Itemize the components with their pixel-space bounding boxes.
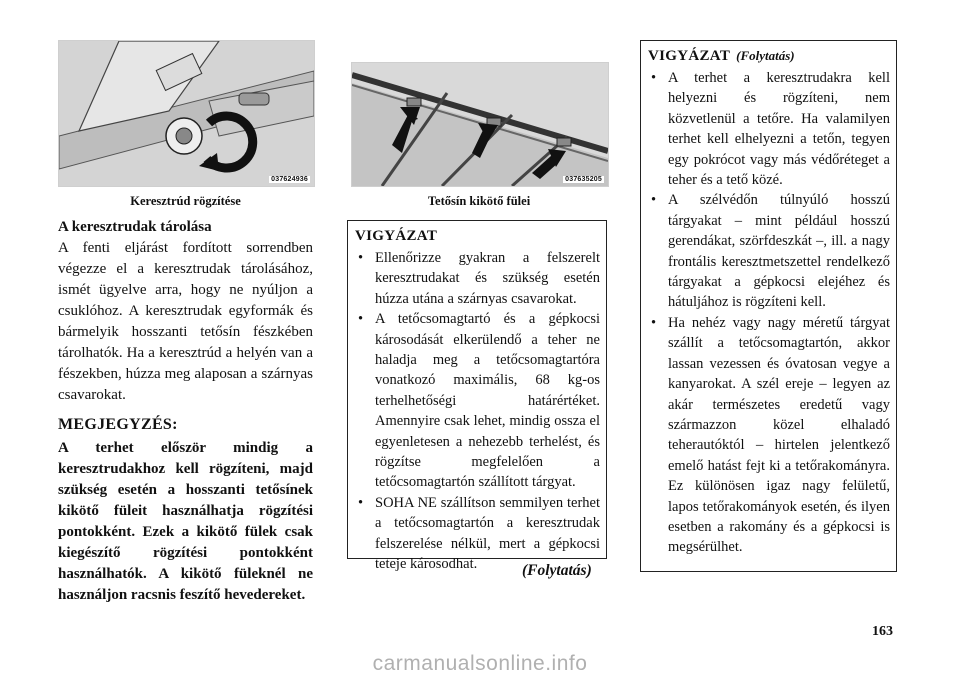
warning-box-right <box>640 40 897 572</box>
storage-paragraph: A fenti eljárást fordított sorrendben végezze el a keresztrudak tárolásához, ismét ügyelve arra, hogy ne nyúljon a csuklóhoz. A keresztrudak egyformák és bármelyik hosszanti tetősín fészkében tárolhatók. Ha a keresztrúd a helyén van a fészekben, húzza meg alaposan a szárnyas csavarokat. <box>58 240 313 403</box>
warning-title <box>648 46 890 66</box>
list-item: • Ellenőrizze gyakran a felszerelt keresztrudakat és szükség esetén húzza utána a szárnyas csavarokat. <box>358 250 600 307</box>
figure-code: 037635205 <box>565 176 602 183</box>
warning-item-text: A terhet a keresztrudakra kell helyezni és rögzíteni, nem közvetlenül a tetőre. Ha valamilyen terhet kell elhelyezni a tetőn, tegyen egy pokrócot vagy más védőréteget a teher és a tető közé. <box>668 70 890 189</box>
list-item: • Ha nehéz vagy nagy méretű tárgyat szállít a tetőcsomagtartón, akkor lassan vezessen és óvatosan vegye a kanyarokat. A szél ereje – legyen az akár természetes eredetű vagy származzon közel elhaladó teherautóktól – hirtelen jelentkező emelő hatást fejt ki a tetőrakományra. Ez különösen igaz nagy felületű, lapos tetőrakományok esetén, és ilyen esetben a rakomány és a gépkocsi is megsérülhet. <box>651 314 890 556</box>
list-item: • A tetőcsomagtartó és a gépkocsi károsodását elkerülendő a teher ne haladja meg a tetőcsomagtartóra vonatkozó maximális, 68 kg-os terhelhetőségi határértéket. Amennyire csak lehet, mindig ossza el egyenletesen a nehezebb terhelést, és rögzítse megfelelően a tetőcsomagtartón szállított tárgyat. <box>358 311 600 491</box>
figure-caption-roof-rail: Tetősín kikötő fülei <box>427 194 531 208</box>
warning-title-text: VIGYÁZAT <box>648 48 731 64</box>
left-column <box>58 217 313 606</box>
warning-item-text: A tetőcsomagtartó és a gépkocsi károsodását elkerülendő a teher ne haladja meg a tetőcsomagtartóra vonatkozó maximális, 68 kg-os terhelhetőségi határértéket. Amennyire csak lehet, mindig ossza el egyenletesen a nehezebb terhelést, és rögzítse megfelelően a tetőcsomagtartón szállított tárgyat. <box>375 311 600 491</box>
page-number: 163 <box>872 624 893 639</box>
crossbar-fastening-illustration <box>59 41 314 186</box>
section-heading: A keresztrudak tárolása <box>58 219 212 235</box>
warning-list <box>355 248 600 575</box>
list-item: • A terhet a keresztrudakra kell helyezni és rögzíteni, nem közvetlenül a tetőre. Ha valamilyen terhet kell elhelyezni a tetőn, tegyen egy pokrócot vagy más védőréteget a teher és a tető közé. <box>651 70 890 189</box>
figure-code: 037624936 <box>271 176 308 183</box>
warning-continued-subtitle: (Folytatás) <box>736 48 795 63</box>
warning-title: VIGYÁZAT <box>355 228 438 244</box>
watermark: carmanualsonline.info <box>372 652 588 675</box>
roof-rail-illustration <box>352 63 608 186</box>
figure-caption-crossbar: Keresztrúd rögzítése <box>130 194 241 208</box>
list-item: • SOHA NE szállítson semmilyen terhet a tetőcsomagtartón a keresztrudak felszerelése nélkül, mert a gépkocsi teteje károsodhat. <box>358 494 600 573</box>
warning-item-text: A szélvédőn túlnyúló hosszú tárgyakat – mint például hosszú gerendákat, szörfdeszkát –, ill. a nagy frontális keresztmetszettel rendelkező tárgyakat a gépkocsi elejéhez és hátuljához is rögzíteni kell. <box>668 192 890 311</box>
continued-label: (Folytatás) <box>522 562 592 579</box>
note-text: A terhet először mindig a keresztrudakhoz kell rögzíteni, majd szükség esetén a hosszanti tetősínek kikötő füleit használhatja rögzítési pontokként. Ezek a kikötő fülek csak kiegészítő rögzítési pontokként használhatók. A kikötő füleknél ne használjon racsnis feszítő hevedereket. <box>58 440 313 603</box>
warning-item-text: Ha nehéz vagy nagy méretű tárgyat szállít a tetőcsomagtartón, akkor lassan vezessen és óvatosan vegye a kanyarokat. A szél ereje – legyen az akár természetes eredetű vagy származzon közel elhaladó teherautóktól – hirtelen jelentkező emelő hatást fejt ki a tetőrakományra. Ez különösen igaz nagy felületű, lapos tetőrakományok esetén, és ilyen esetben a rakomány és a gépkocsi is megsérülhet. <box>668 314 890 556</box>
note-title: MEGJEGYZÉS: <box>58 416 178 433</box>
warning-list <box>648 68 890 558</box>
warning-item-text: Ellenőrizze gyakran a felszerelt keresztrudakat és szükség esetén húzza utána a szárnyas csavarokat. <box>375 250 600 307</box>
crossbar-fastening-figure <box>58 40 315 187</box>
roof-rail-tiedown-figure <box>351 62 609 187</box>
list-item: • A szélvédőn túlnyúló hosszú tárgyakat – mint például hosszú gerendákat, szörfdeszkát –, ill. a nagy frontális keresztmetszettel rendelkező tárgyakat a gépkocsi elejéhez és hátuljához is rögzíteni kell. <box>651 192 890 311</box>
warning-item-text: SOHA NE szállítson semmilyen terhet a tetőcsomagtartón a keresztrudak felszerelése nélkül, mert a gépkocsi teteje károsodhat. <box>375 494 600 573</box>
